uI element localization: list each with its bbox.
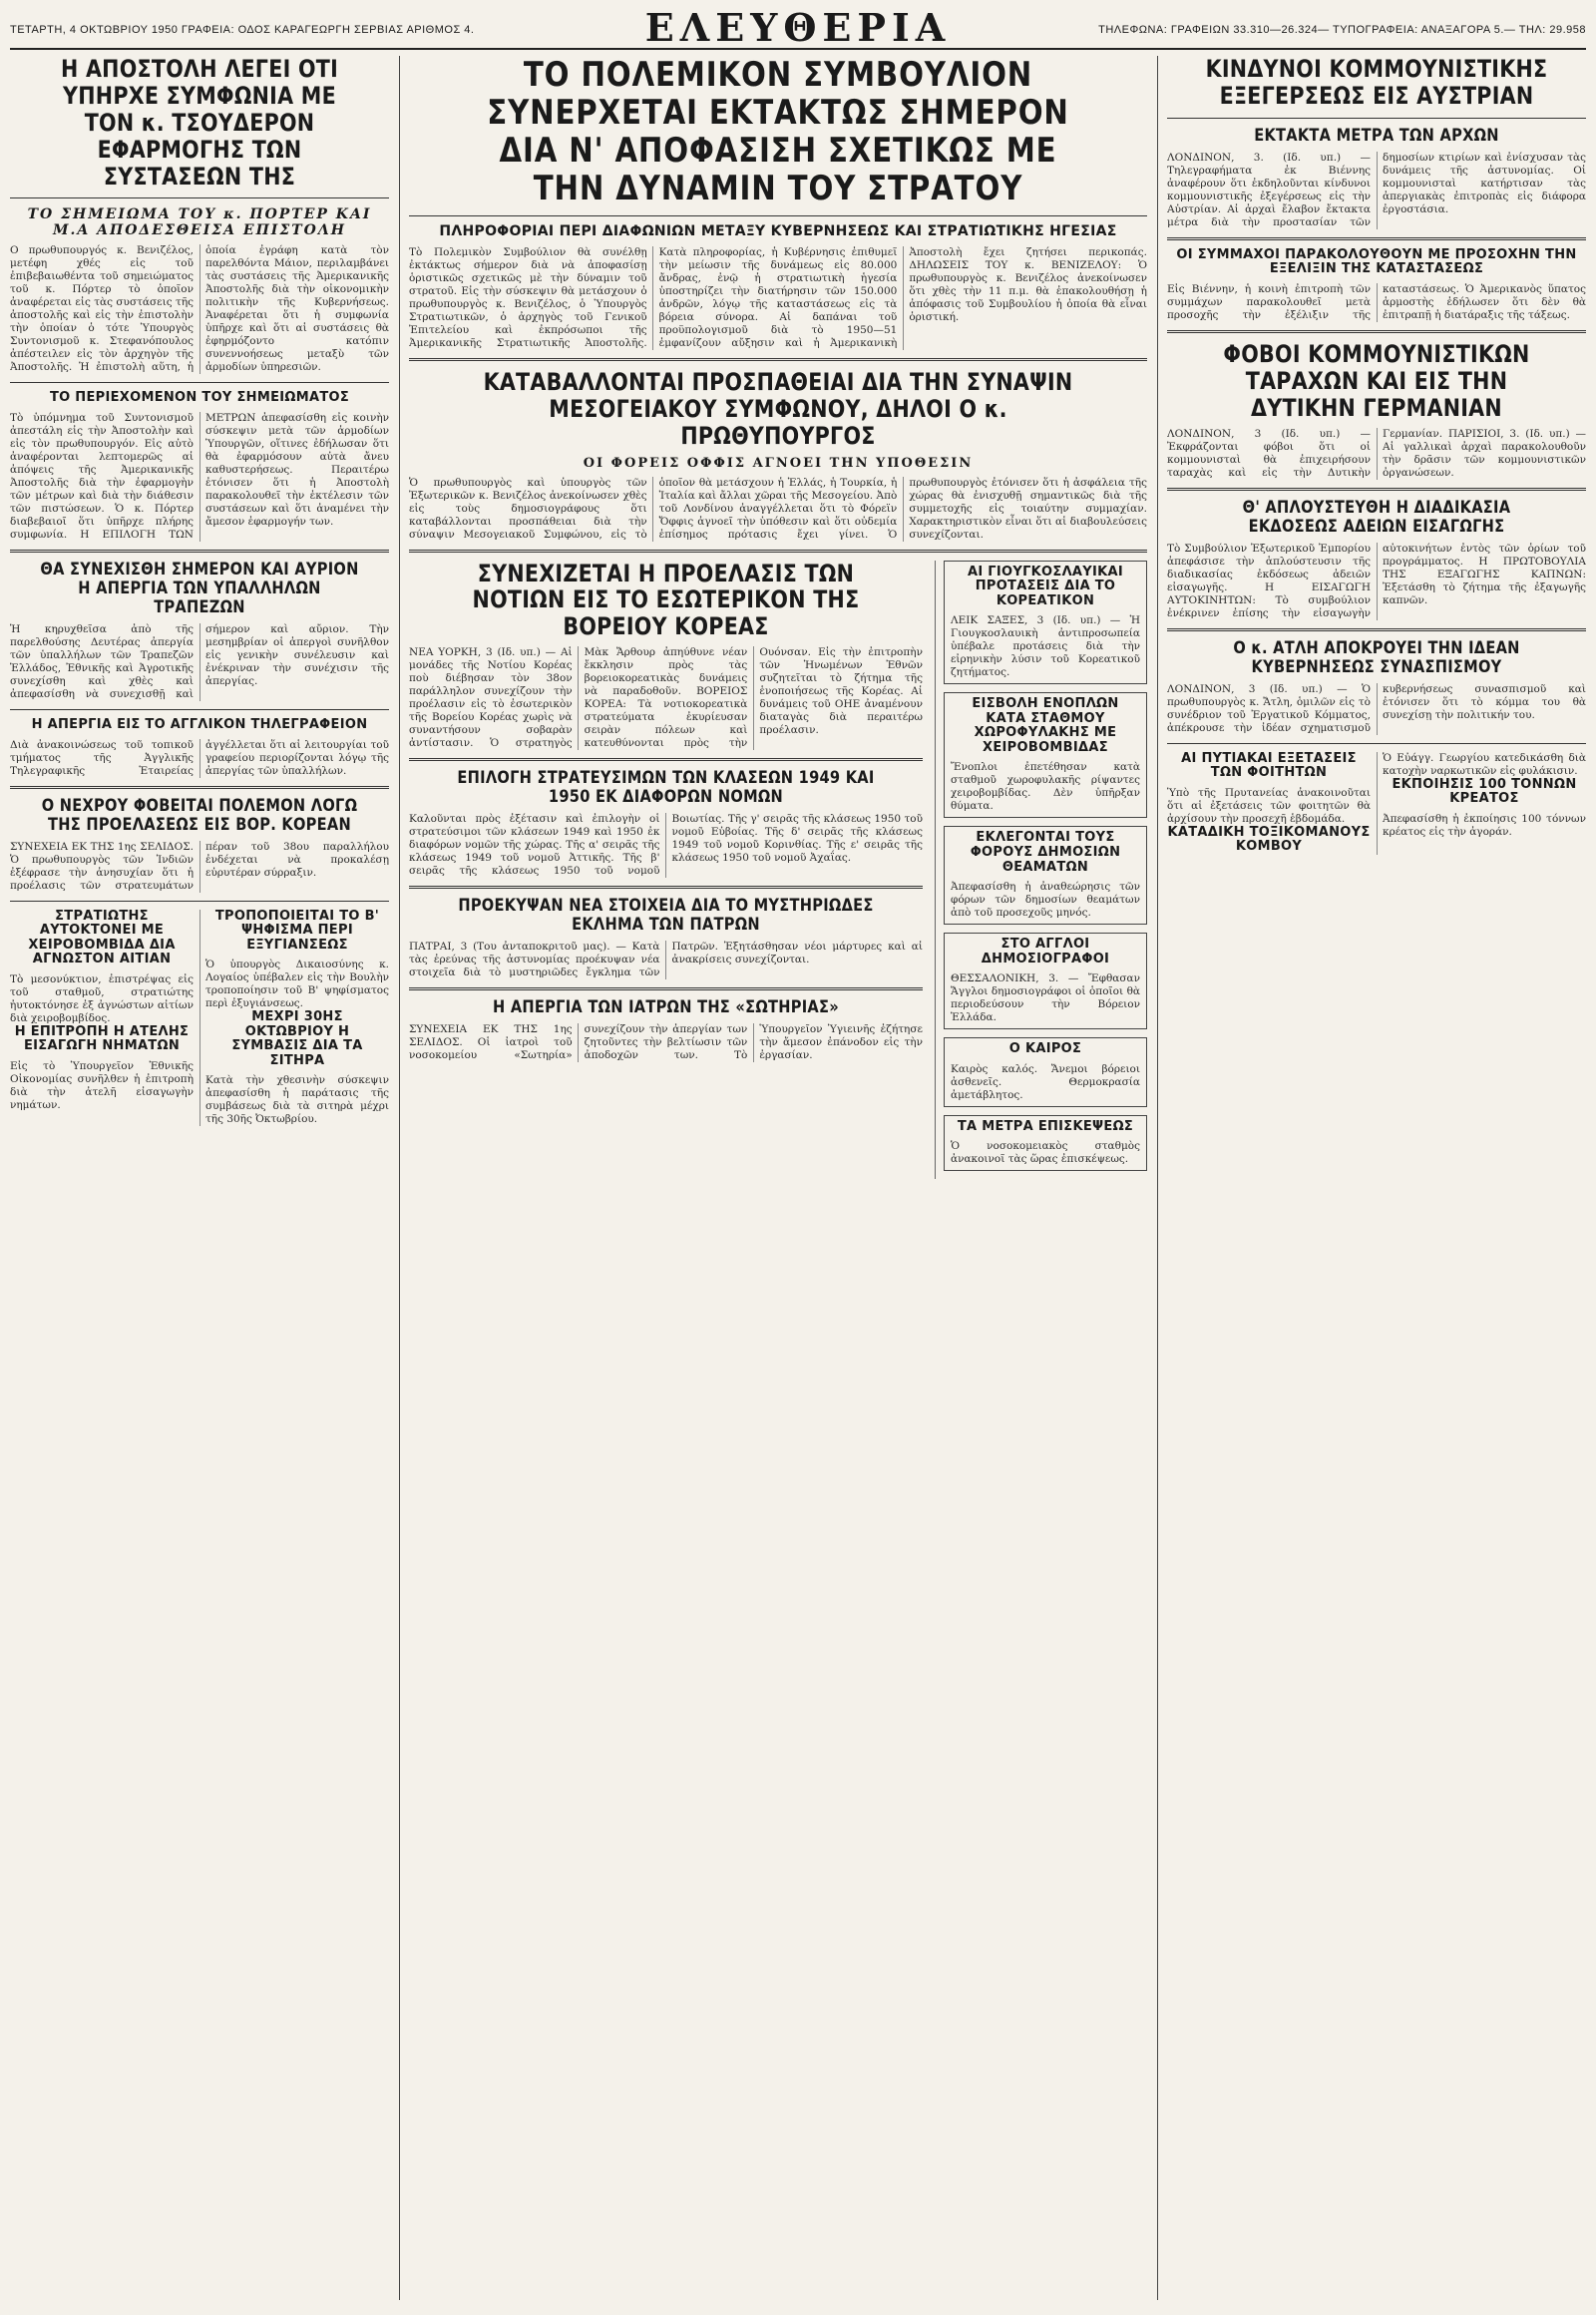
article-body: Ἡ κηρυχθεῖσα ἀπὸ τῆς παρελθούσης Δευτέρας ἀπεργία τῶν ὑπαλλήλων τῶν Τραπεζῶν Ἑλλάδος, Ἐθνικῆς καὶ Ἀγροτικῆς συνεχίσθη καὶ χθὲς καὶ ἀπεφασίσθη νὰ συνεχισθῇ καὶ σήμερον καὶ αὔριον. Τὴν μεσημβρίαν οἱ ἀπεργοὶ συνῆλθον εἰς γενικὴν συνέλευσιν καὶ ἐνέκριναν τὴν συνέχισιν τῆς ἀπεργίας. <box>10 623 389 701</box>
article-dimosiografoi <box>944 933 1147 1029</box>
article-body: Ἀπεφασίσθη ἡ ἀναθεώρησις τῶν φόρων τῶν δημοσίων θεαμάτων ἀπὸ τοῦ προσεχοῦς μηνός. <box>950 881 1140 920</box>
headline: ΘΑ ΣΥΝΕΧΙΣΘΗ ΣΗΜΕΡΟΝ ΚΑΙ ΑΥΡΙΟΝ Η ΑΠΕΡΓΙΑ ΤΩΝ ΥΠΑΛΛΗΛΩΝ ΤΡΑΠΕΖΩΝ <box>40 559 359 617</box>
article-episkepseis <box>944 1115 1147 1172</box>
article-body: ΛΟΝΔΙΝΟΝ, 3. (Ιδ. υπ.) — Τηλεγραφήματα ἐκ Βιέννης ἀναφέρουν ὅτι ἐκδηλοῦνται κίνδυνοι κομμουνιστικῆς ἐξεγέρσεως εἰς τὴν Αὐστρίαν. Αἱ ἀρχαὶ ἔλαβον ἔκτακτα μέτρα διὰ τὴν προστασίαν τῶν δημοσίων κτιρίων καὶ ἐνίσχυσαν τὰς δυνάμεις τῆς ἀστυνομίας. Οἱ κομμουνισταὶ κατήρτισαν τὰς ἀπεργιακὰς ἐπιτροπὰς εἰς διάφορα ἐργοστάσια. <box>1167 151 1586 228</box>
article-body: ΣΥΝΕΧΕΙΑ ΕΚ ΤΗΣ 1ης ΣΕΛΙΔΟΣ. Οἱ ἰατροὶ τοῦ νοσοκομείου «Σωτηρία» συνεχίζουν τὴν ἀπεργίαν των ζητοῦντες τὴν βελτίωσιν τῶν ἀποδοχῶν των. Τὸ Ὑπουργεῖον Ὑγιεινῆς ἐζήτησε τὴν ἄμεσον ἐπάνοδον εἰς τὴν ἐργασίαν. <box>409 1023 923 1062</box>
article-body: ΛΟΝΔΙΝΟΝ, 3 (Ιδ. υπ.) — Ἐκφράζονται φόβοι ὅτι οἱ κομμουνισταὶ θὰ ἐπιχειρήσουν ταραχὰς καὶ εἰς τὴν Δυτικὴν Γερμανίαν. ΠΑΡΙΣΙΟΙ, 3. (Ιδ. υπ.) — Αἱ γαλλικαὶ ἀρχαὶ παρακολουθοῦν τὴν δρᾶσιν τῶν κομμουνιστικῶν ὀργανώσεων. <box>1167 427 1586 479</box>
center-column <box>409 56 1147 2308</box>
article-polemikon-symvoulion <box>409 56 1147 350</box>
headline: ΦΟΒΟΙ ΚΟΜΜΟΥΝΙΣΤΙΚΩΝ ΤΑΡΑΧΩΝ ΚΑΙ ΕΙΣ ΤΗΝ ΔΥΤΙΚΗΝ ΓΕΡΜΑΝΙΑΝ <box>1223 339 1530 422</box>
headline: ΑΙ ΠΥΤΙΑΚΑΙ ΕΞΕΤΑΣΕΙΣ ΤΩΝ ΦΟΙΤΗΤΩΝ <box>1181 750 1357 781</box>
article-body: Ἀπεφασίσθη ἡ ἐκποίησις 100 τόννων κρέατος εἰς τὴν ἀγοράν. <box>1383 812 1586 838</box>
headline: ΕΠΙΛΟΓΗ ΣΤΡΑΤΕΥΣΙΜΩΝ ΤΩΝ ΚΛΑΣΕΩΝ 1949 ΚΑΙ 1950 ΕΚ ΔΙΑΦΟΡΩΝ ΝΟΜΩΝ <box>457 768 875 808</box>
article-kreas <box>1383 778 1586 839</box>
article-stratefsimoi <box>409 769 923 878</box>
masthead-phones: ΤΗΛΕΦΩΝΑ: ΓΡΑΦΕΙΩΝ 33.310—26.324— ΤΥΠΟΓΡΑΦΕΙΑ: ΑΝΑΞΑΓΟΡΑ 5.— ΤΗΛ: 29.958 <box>1098 24 1586 36</box>
headline: Ο ΝΕΧΡΟΥ ΦΟΒΕΙΤΑΙ ΠΟΛΕΜΟΝ ΛΟΓΩ ΤΗΣ ΠΡΟΕΛΑΣΕΩΣ ΕΙΣ ΒΟΡ. ΚΟΡΕΑΝ <box>41 795 358 835</box>
article-apostoli <box>10 56 389 374</box>
headline: ΑΙ ΓΙΟΥΓΚΟΣΛΑΥΙΚΑΙ ΠΡΟΤΑΣΕΙΣ ΔΙΑ ΤΟ ΚΟΡΕΑΤΙΚΟΝ <box>967 564 1124 608</box>
article-epitropi <box>10 1025 194 1112</box>
headline: ΜΕΧΡΙ 30ΗΣ ΟΚΤΩΒΡΙΟΥ Η ΣΥΜΒΑΣΙΣ ΔΙΑ ΤΑ ΣΙΤΗΡΑ <box>231 1009 363 1068</box>
article-kairos <box>944 1037 1147 1107</box>
masthead-date-address: ΤΕΤΑΡΤΗ, 4 ΟΚΤΩΒΡΙΟΥ 1950 ΓΡΑΦΕΙΑ: ΟΔΟΣ ΚΑΡΑΓΕΩΡΓΗ ΣΕΡΒΙΑΣ ΑΡΙΘΜΟΣ 4. <box>10 24 475 36</box>
headline: Η ΑΠΕΡΓΙΑ ΤΩΝ ΙΑΤΡΩΝ ΤΗΣ «ΣΩΤΗΡΙΑΣ» <box>493 997 839 1018</box>
article-symmachoi <box>1167 248 1586 322</box>
headline: ΣΤΡΑΤΙΩΤΗΣ ΑΥΤΟΚΤΟΝΕΙ ΜΕ ΧΕΙΡΟΒΟΜΒΙΔΑ ΔΙΑ ΑΓΝΩΣΤΟΝ ΑΙΤΙΑΝ <box>28 908 176 967</box>
article-body: Τὸ Πολεμικὸν Συμβούλιον θὰ συνέλθῃ ἐκτάκτως σήμερον διὰ νὰ ἀποφασίσῃ ὁριστικῶς σχετικῶς μὲ τὴν δύναμιν τοῦ στρατοῦ. Εἰς τὴν σύσκεψιν θὰ μετάσχουν ὁ πρωθυπουργὸς κ. Βενιζέλος, ὁ Ὑπουργὸς Στρατιωτικῶν, ὁ ἀρχηγὸς τοῦ Γενικοῦ Ἐπιτελείου καὶ ἐκπρόσωποι τῆς Ἀμερικανικῆς Στρατιωτικῆς Ἀποστολῆς. Κατὰ πληροφορίας, ἡ Κυβέρνησις ἐπιθυμεῖ τὴν μείωσιν τῆς δυνάμεως εἰς 80.000 ἄνδρας, ἐνῷ ἡ στρατιωτικὴ ἡγεσία ὑποστηρίζει τὴν διατήρησιν τῶν 150.000 ἀνδρῶν, λόγῳ τῆς καταστάσεως εἰς τὰ βόρεια σύνορα. Αἱ δαπάναι τοῦ προϋπολογισμοῦ διὰ τὸ 1950—51 ἐμφανίζουν αὔξησιν καὶ ἡ Ἀμερικανικὴ Ἀποστολὴ ἔχει ζητήσει περικοπάς. ΔΗΛΩΣΕΙΣ ΤΟΥ κ. ΒΕΝΙΖΕΛΟΥ: Ὁ πρωθυπουργὸς κ. Βενιζέλος ἀνεκοίνωσεν ὅτι χθὲς τὴν 11 π.μ. θὰ ἐπακολουθήσῃ ἡ ἀπόφασις τοῦ Συμβουλίου ἡ ὁποία θὰ εἶναι ὁριστική. <box>409 245 1147 349</box>
subheadline: ΕΚΤΑΚΤΑ ΜΕΤΡΑ ΤΩΝ ΑΡΧΩΝ <box>1254 125 1499 146</box>
article-foroi <box>944 826 1147 925</box>
article-adeies-eisagogis <box>1167 499 1586 620</box>
headline: ΕΚΛΕΓΟΝΤΑΙ ΤΟΥΣ ΦΟΡΟΥΣ ΔΗΜΟΣΙΩΝ ΘΕΑΜΑΤΩΝ <box>970 830 1121 875</box>
lead-headline: ΤΟ ΠΟΛΕΜΙΚΟΝ ΣΥΜΒΟΥΛΙΟΝ ΣΥΝΕΡΧΕΤΑΙ ΕΚΤΑΚΤΩΣ ΣΗΜΕΡΟΝ ΔΙΑ Ν' ΑΠΟΦΑΣΙΣΗ ΣΧΕΤΙΚΩΣ ΜΕ ΤΗΝ ΔΥΝΑΜΙΝ ΤΟΥ ΣΤΡΑΤΟΥ <box>487 56 1069 209</box>
article-body: ΣΥΝΕΧΕΙΑ ΕΚ ΤΗΣ 1ης ΣΕΛΙΔΟΣ. Ὁ πρωθυπουργὸς τῶν Ἰνδιῶν ἐξέφρασε τὴν ἀνησυχίαν ὅτι ἡ προέλασις τῶν στρατευμάτων πέραν τοῦ 38ου παραλλήλου ἐνδέχεται νὰ προκαλέσῃ εὐρυτέραν σύρραξιν. <box>10 840 389 892</box>
headline: ΕΙΣΒΟΛΗ ΕΝΟΠΛΩΝ ΚΑΤΑ ΣΤΑΘΜΟΥ ΧΩΡΟΦΥΛΑΚΗΣ ΜΕ ΧΕΙΡΟΒΟΜΒΙΔΑΣ <box>972 696 1119 755</box>
article-body: ΝΕΑ ΥΟΡΚΗ, 3 (Ιδ. υπ.) — Αἱ μονάδες τῆς Νοτίου Κορέας ποὺ διέβησαν τὸν 38ον παράλληλον συνεχίζουν τὴν προέλασιν εἰς τὸ ἐσωτερικὸν τῆς Βορείου Κορέας χωρὶς νὰ συναντήσουν σοβαρὰν ἀντίστασιν. Ὁ στρατηγὸς Μὰκ Ἄρθουρ ἀπηύθυνε νέαν ἔκκλησιν πρὸς τὰς βορειοκορεατικὰς δυνάμεις νὰ παραδοθοῦν. ΒΟΡΕΙΟΣ ΚΟΡΕΑ: Τὰ νοτιοκορεατικὰ στρατεύματα ἐκυρίευσαν σειρὰν πόλεων καὶ κατευθύνονται πρὸς τὴν Ουόνσαν. Εἰς τὴν ἐπιτροπὴν τῶν Ἡνωμένων Ἐθνῶν συζητεῖται τὸ ζήτημα τῆς ἑνοποιήσεως τῆς Κορέας. Αἱ δυνάμεις τοῦ ΟΗΕ ἀναμένουν διαταγὰς διὰ περαιτέρω προέλασιν. <box>409 646 923 750</box>
masthead <box>10 5 1586 50</box>
article-body: Καλοῦνται πρὸς ἐξέτασιν καὶ ἐπιλογὴν οἱ στρατεύσιμοι τῶν κλάσεων 1949 καὶ 1950 ἐκ διαφόρων νομῶν τῆς χώρας. Τῆς α' σειρᾶς τῆς κλάσεως 1949 τοῦ νομοῦ Ἀττικῆς. Τῆς β' σειρᾶς τῆς κλάσεως 1950 τοῦ νομοῦ Βοιωτίας. Τῆς γ' σειρᾶς τῆς κλάσεως 1950 τοῦ νομοῦ Εὐβοίας. Τῆς δ' σειρᾶς τῆς κλάσεως 1949 τοῦ νομοῦ Κορινθίας. Τῆς ε' σειρᾶς τῆς κλάσεως 1950 τοῦ νομοῦ Ἀχαΐας. <box>409 813 923 878</box>
headline: ΠΡΟΕΚΥΨΑΝ ΝΕΑ ΣΤΟΙΧΕΙΑ ΔΙΑ ΤΟ ΜΥΣΤΗΡΙΩΔΕΣ ΕΚΛΗΜΑ ΤΩΝ ΠΑΤΡΩΝ <box>458 896 874 936</box>
article-body: ΠΑΤΡΑΙ, 3 (Του ἀνταποκριτοῦ μας). — Κατὰ τὰς ἐρεύνας τῆς ἀστυνομίας προέκυψαν νέα στοιχεῖα διὰ τὸ μυστηριῶδες ἔγκλημα τῶν Πατρῶν. Ἐξητάσθησαν νέοι μάρτυρες καὶ αἱ ἀνακρίσεις συνεχίζονται. <box>409 941 923 979</box>
article-foitites <box>1167 752 1371 826</box>
article-body: Εἰς τὸ Ὑπουργεῖον Ἐθνικῆς Οἰκονομίας συνῆλθεν ἡ ἐπιτροπὴ διὰ τὴν ἀτελῆ εἰσαγωγὴν νημάτων. <box>10 1059 194 1111</box>
article-body: ΛΕΙΚ ΣΑΞΕΣ, 3 (Ιδ. υπ.) — Ἡ Γιουγκοσλαυικὴ ἀντιπροσωπεία ὑπέβαλε προτάσεις διὰ τὴν εἰρηνικὴν λύσιν τοῦ Κορεατικοῦ ζητήματος. <box>950 614 1140 679</box>
article-giougkoslavia <box>944 561 1147 685</box>
right-column <box>1167 56 1586 2308</box>
column-rule-right <box>1157 56 1158 2300</box>
article-body: Διὰ ἀνακοινώσεως τοῦ τοπικοῦ τμήματος τῆς Ἀγγλικῆς Τηλεγραφικῆς Ἑταιρείας ἀγγέλλεται ὅτι αἱ λειτουργίαι τοῦ γραφείου περιορίζονται λόγῳ τῆς ἀπεργίας τῶν ὑπαλλήλων. <box>10 738 389 777</box>
headline: Η ΕΠΙΤΡΟΠΗ Η ΑΤΕΛΗΣ ΕΙΣΑΓΩΓΗ ΝΗΜΑΤΩΝ <box>14 1023 190 1054</box>
article-body: Ἔνοπλοι ἐπετέθησαν κατὰ σταθμοῦ χωροφυλακῆς ρίψαντες χειροβομβίδας. Δὲν ὑπῆρξαν θύματα. <box>950 761 1140 813</box>
article-korea <box>409 561 923 751</box>
article-eisvoli <box>944 692 1147 818</box>
article-body: ΘΕΣΣΑΛΟΝΙΚΗ, 3. — Ἔφθασαν Ἄγγλοι δημοσιογράφοι οἱ ὁποῖοι θὰ περιοδεύσουν τὴν Βόρειον Ἑλλάδα. <box>950 972 1140 1024</box>
headline: ΕΚΠΟΙΗΣΙΣ 100 ΤΟΝΝΩΝ ΚΡΕΑΤΟΣ <box>1392 776 1577 807</box>
headline: ΤΟ ΠΕΡΙΕΧΟΜΕΝΟΝ ΤΟΥ ΣΗΜΕΙΩΜΑΤΟΣ <box>49 390 350 406</box>
article-nehru <box>10 797 389 893</box>
article-body: Καιρὸς καλός. Ἄνεμοι βόρειοι ἀσθενεῖς. Θερμοκρασία ἀμετάβλητος. <box>950 1062 1140 1101</box>
article-body: Κατὰ τὴν χθεσινὴν σύσκεψιν ἀπεφασίσθη ἡ παράτασις τῆς συμβάσεως διὰ τὰ σιτηρὰ μέχρι τῆς 30ῆς Ὀκτωβρίου. <box>205 1074 389 1126</box>
headline: ΚΑΤΑΔΙΚΗ ΤΟΞΙΚΟΜΑΝΟΥΣ ΚΟΜΒΟΥ <box>1167 824 1371 855</box>
headline: ΚΑΤΑΒΑΛΛΟΝΤΑΙ ΠΡΟΣΠΑΘΕΙΑΙ ΔΙΑ ΤΗΝ ΣΥΝΑΨΙΝ ΜΕΣΟΓΕΙΑΚΟΥ ΣΥΜΦΩΝΟΥ, ΔΗΛΟΙ Ο κ. ΠΡΩΘΥΠΟΥΡΓΟΣ <box>483 367 1073 450</box>
article-apergia-trapezon <box>10 561 389 701</box>
article-body: ΛΟΝΔΙΝΟΝ, 3 (Ιδ. υπ.) — Ὁ πρωθυπουργὸς κ. Ἄτλη, ὁμιλῶν εἰς τὸ συνέδριον τοῦ Ἐργατικοῦ Κόμματος, ἀπέκρουσε τὴν ἰδέαν σχηματισμοῦ κυβερνήσεως συνασπισμοῦ καὶ ἐτόνισεν ὅτι τὸ κόμμα του θὰ συνεχίσῃ τὴν πολιτικήν του. <box>1167 682 1586 734</box>
article-mesogeiakon-symfonon <box>409 369 1147 542</box>
headline: ΟΙ ΣΥΜΜΑΧΟΙ ΠΑΡΑΚΟΛΟΥΘΟΥΝ ΜΕ ΠΡΟΣΟΧΗΝ ΤΗΝ ΕΞΕΛΙΞΙΝ ΤΗΣ ΚΑΤΑΣΤΑΣΕΩΣ <box>1176 246 1577 277</box>
article-sitira <box>205 1010 389 1126</box>
article-periexomenon <box>10 391 389 542</box>
headline: Θ' ΑΠΛΟΥΣΤΕΥΘΗ Η ΔΙΑΔΙΚΑΣΙΑ ΕΚΔΟΣΕΩΣ ΑΔΕΙΩΝ ΕΙΣΑΓΩΓΗΣ <box>1242 497 1511 537</box>
article-body: Ὁ ὑπουργὸς Δικαιοσύνης κ. Λογαίος ὑπέβαλεν εἰς τὴν Βουλὴν τροποποίησιν τοῦ Β' ψηφίσματος περὶ ἐξυγιάνσεως. <box>205 959 389 1010</box>
article-afstria <box>1167 56 1586 229</box>
article-stratiotis <box>10 910 194 1025</box>
article-body: Ὁ πρωθυπουργὸς καὶ ὑπουργὸς τῶν Ἐξωτερικῶν κ. Βενιζέλος ἀνεκοίνωσεν χθὲς εἰς τοὺς δημοσιογράφους ὅτι καταβάλλονται προσπάθειαι διὰ τὴν σύναψιν Μεσογειακοῦ Συμφώνου, εἰς τὸ ὁποῖον θὰ μετάσχουν ἡ Ἑλλάς, ἡ Τουρκία, ἡ Ἰταλία καὶ ἄλλαι χῶραι τῆς Μεσογείου. Ἀπὸ τοῦ Λονδίνου ἀναγγέλλεται ὅτι τὸ Φόρεϊν Ὄφφις ἀγνοεῖ τὴν ὑπόθεσιν καὶ ὅτι οὐδεμία ἐπίσημος πρότασις ἔχει γίνει. Ὁ πρωθυπουργὸς ἐτόνισεν ὅτι ἡ ἀσφάλεια τῆς χώρας θὰ ἐνισχυθῇ σημαντικῶς διὰ τῆς συμμετοχῆς εἰς τοιαύτην συμμαχίαν. Χαρακτηριστικὸν εἶναι ὅτι αἱ διαβουλεύσεις συνεχίζονται. <box>409 476 1147 541</box>
subheadline: ΠΛΗΡΟΦΟΡΙΑΙ ΠΕΡΙ ΔΙΑΦΩΝΙΩΝ ΜΕΤΑΞΥ ΚΥΒΕΡΝΗΣΕΩΣ ΚΑΙ ΣΤΡΑΤΙΩΤΙΚΗΣ ΗΓΕΣΙΑΣ <box>439 223 1117 240</box>
left-column <box>10 56 389 2308</box>
article-body: Ὁ Εὐάγγ. Γεωργίου κατεδικάσθη διὰ κατοχὴν ναρκωτικῶν εἰς φυλάκισιν. <box>1383 751 1586 777</box>
subheadline: ΤΟ ΣΗΜΕΙΩΜΑ ΤΟΥ κ. ΠΟΡΤΕΡ ΚΑΙ Μ.Α ΑΠΟΔΕΣΘΕΙΣΑ ΕΠΙΣΤΟΛΗ <box>27 206 372 239</box>
article-atli <box>1167 639 1586 735</box>
headline: ΣΤΟ ΑΓΓΛΟΙ ΔΗΜΟΣΙΟΓΡΑΦΟΙ <box>981 937 1110 966</box>
headline: ΣΥΝΕΧΙΖΕΤΑΙ Η ΠΡΟΕΛΑΣΙΣ ΤΩΝ ΝΟΤΙΩΝ ΕΙΣ ΤΟ ΕΣΩΤΕΡΙΚΟΝ ΤΗΣ ΒΟΡΕΙΟΥ ΚΟΡΕΑΣ <box>472 559 860 641</box>
column-rule-left <box>399 56 400 2300</box>
article-body: Εἰς Βιέννην, ἡ κοινὴ ἐπιτροπὴ τῶν συμμάχων παρακολουθεῖ μετὰ προσοχῆς τὴν ἐξέλιξιν τῆς καταστάσεως. Ὁ Ἀμερικανὸς ὕπατος ἁρμοστὴς ἐδήλωσεν ὅτι δὲν θὰ ἐπιτραπῇ ἡ διατάραξις τῆς τάξεως. <box>1167 282 1586 321</box>
article-body: Ὁ νοσοκομειακὸς σταθμὸς ἀνακοινοῖ τὰς ὥρας ἐπισκέψεως. <box>950 1140 1140 1166</box>
headline: Η ΑΠΟΣΤΟΛΗ ΛΕΓΕΙ ΟΤΙ ΥΠΗΡΧΕ ΣΥΜΦΩΝΙΑ ΜΕ ΤΟΝ κ. ΤΣΟΥΔΕΡΟΝ ΕΦΑΡΜΟΓΗΣ ΤΩΝ ΣΥΣΤΑΣΕΩΝ ΤΗΣ <box>60 56 339 191</box>
headline: Η ΑΠΕΡΓΙΑ ΕΙΣ ΤΟ ΑΓΓΛΙΚΟΝ ΤΗΛΕΓΡΑΦΕΙΟΝ <box>31 717 368 733</box>
short-items-right <box>1167 752 1586 855</box>
subheadline: ΟΙ ΦΟΡΕΙΣ ΟΦΦΙΣ ΑΓΝΟΕΙ ΤΗΝ ΥΠΟΘΕΣΙΝ <box>583 455 974 471</box>
center-lower-main <box>409 561 923 1180</box>
article-tropopoieitai <box>205 910 389 1011</box>
headline: ΤΡΟΠΟΠΟΙΕΙΤΑΙ ΤΟ Β' ΨΗΦΙΣΜΑ ΠΕΡΙ ΕΞΥΓΙΑΝΣΕΩΣ <box>214 908 380 953</box>
center-sidebar <box>935 561 1147 1180</box>
headline: Ο κ. ΑΤΛΗ ΑΠΟΚΡΟΥΕΙ ΤΗΝ ΙΔΕΑΝ ΚΥΒΕΡΝΗΣΕΩΣ ΣΥΝΑΣΠΙΣΜΟΥ <box>1233 637 1520 677</box>
article-body: Τὸ μεσονύκτιον, ἐπιστρέψας εἰς τοῦ σταθμοῦ, στρατιώτης ἠυτοκτόνησε ἐξ ἀγνώστων αἰτίων διὰ χειροβομβίδος. <box>10 972 194 1024</box>
center-lower <box>409 561 1147 1180</box>
headline: ΤΑ ΜΕΤΡΑ ΕΠΙΣΚΕΨΕΩΣ <box>957 1118 1134 1134</box>
article-germania <box>1167 341 1586 480</box>
newspaper-title: ΕΛΕΥΘΕΡΙΑ <box>644 5 952 50</box>
article-apergia-tilegrafeio <box>10 718 389 778</box>
article-iatroi <box>409 998 923 1062</box>
article-body: Τὸ ὑπόμνημα τοῦ Συντονισμοῦ ἀπεστάλη εἰς τὴν Ἀποστολὴν καὶ εἰς τὸν πρωθυπουργόν. Εἰς αὐτὸ ἀναφέρονται λεπτομερῶς αἱ ἀπόψεις τῆς Ἀμερικανικῆς Ἀποστολῆς διὰ τὴν ἐφαρμογὴν τῶν μέτρων καὶ διὰ τὴν διάθεσιν τῶν πιστώσεων. Ὁ κ. Πόρτερ διαβεβαιοῖ ὅτι ὑπῆρχε πλήρης συμφωνία. Η ΕΠΙΛΟΓΗ ΤΩΝ ΜΕΤΡΩΝ ἀπεφασίσθη εἰς κοινὴν σύσκεψιν μετὰ τῶν ἁρμοδίων Ὑπουργῶν, οἵτινες ἐδήλωσαν ὅτι θὰ ἐφαρμόσουν αὐτὰ ἄνευ καθυστερήσεως. Περαιτέρω ἐτόνισεν ὅτι ἡ Ἀποστολὴ παρακολουθεῖ τὴν ἐκτέλεσιν τῶν συστάσεων καὶ ὅτι ἀναμένει τὴν ἄμεσον ἐφαρμογήν των. <box>10 411 389 541</box>
article-body: Ο πρωθυπουργός κ. Βενιζέλος, μετέφη χθές εἰς τοῦ ἐπιβεβαιωθέντα τοῦ σημειώματος τοῦ κ. Πόρτερ τὸ ὁποῖον ἀναφέρεται εἰς τὰς συστάσεις τῆς ἀποστολῆς καὶ εἰς τὴν ἐπιστολὴν τὴν ὁποίαν ὁ τότε Ὑπουργὸς Συντονισμοῦ κ. Στεφανόπουλος ἀπέστειλεν εἰς τὸν ἀρχηγὸν τῆς Ἀποστολῆς. Ἡ ἐπιστολὴ αὕτη, ἡ ὁποία ἐγράφη κατὰ τὸν παρελθόντα Μάιον, περιλαμβάνει τὰς συστάσεις τῆς Ἀμερικανικῆς Ἀποστολῆς διὰ τὴν οἰκονομικὴν πολιτικὴν τῆς Κυβερνήσεως. Ἀναφέρεται ὅτι ἡ συμφωνία ὑπῆρχε καὶ ὅτι αἱ συστάσεις θὰ ἐφηρμόζοντο κατόπιν συνεννοήσεως μεταξὺ τῶν ἀρμοδίων ὑπηρεσιῶν. <box>10 244 389 374</box>
short-items-left <box>10 910 389 1127</box>
article-patrai <box>409 897 923 979</box>
headline: Ο ΚΑΙΡΟΣ <box>1008 1041 1082 1057</box>
article-body: Τὸ Συμβούλιον Ἐξωτερικοῦ Ἐμπορίου ἀπεφάσισε τὴν ἁπλούστευσιν τῆς διαδικασίας ἐκδόσεως ἀδειῶν εἰσαγωγῆς. Η ΕΙΣΑΓΩΓΗ ΑΥΤΟΚΙΝΗΤΩΝ: Τὸ συμβούλιον ἐνέκρινεν ἐπίσης τὴν εἰσαγωγὴν αὐτοκινήτων ἐντὸς τῶν ὁρίων τοῦ προγράμματος. Η ΠΡΩΤΟΒΟΥΛΙΑ ΤΗΣ ΕΞΑΓΩΓΗΣ ΚΑΠΝΩΝ: Ἐξετάσθη τὸ ζήτημα τῆς ἐξαγωγῆς καπνῶν. <box>1167 542 1586 619</box>
article-body: Ὑπὸ τῆς Πρυτανείας ἀνακοινοῦται ὅτι αἱ ἐξετάσεις τῶν φοιτητῶν θὰ ἀρχίσουν τὴν προσεχῆ ἑβδομάδα. <box>1167 786 1371 825</box>
headline: ΚΙΝΔΥΝΟΙ ΚΟΜΜΟΥΝΙΣΤΙΚΗΣ ΕΞΕΓΕΡΣΕΩΣ ΕΙΣ ΑΥΣΤΡΙΑΝ <box>1205 56 1548 110</box>
